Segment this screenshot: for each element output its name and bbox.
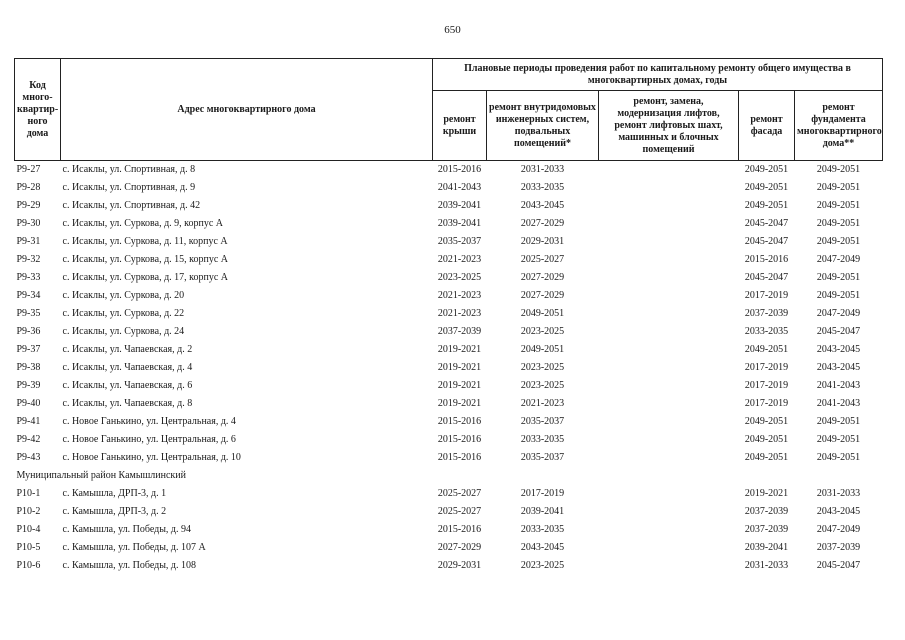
cell-engineering: 2039-2041 [520,506,565,517]
cell-foundation: 2047-2049 [816,254,861,265]
table-row [15,341,883,359]
cell-foundation: 2031-2033 [816,488,861,499]
cell-code: Р9-31 [16,236,41,247]
section-row [15,467,883,485]
cell-roof: 2015-2016 [437,524,482,535]
cell-address: с. Исаклы, ул. Спортивная, д. 9 [62,182,196,193]
cell-engineering: 2049-2051 [520,344,565,355]
cell-facade: 2045-2047 [744,218,789,229]
cell-code: Р9-27 [16,164,41,175]
cell-code: Р9-33 [16,272,41,283]
table-row [15,413,883,431]
cell-facade: 2049-2051 [744,164,789,175]
cell-foundation: 2049-2051 [816,182,861,193]
cell-roof: 2037-2039 [437,326,482,337]
cell-elevators [599,341,739,359]
cell-address: с. Исаклы, ул. Спортивная, д. 8 [62,164,196,175]
cell-address: с. Камышла, ДРП-3, д. 1 [62,488,167,499]
cell-elevators [599,287,739,305]
table-row [15,431,883,449]
cell-engineering: 2029-2031 [520,236,565,247]
cell-foundation: 2041-2043 [816,398,861,409]
cell-elevators [599,305,739,323]
cell-address: с. Новое Ганькино, ул. Центральная, д. 4 [62,416,236,427]
cell-code: Р9-30 [16,218,41,229]
table-row [15,359,883,377]
table-row [15,377,883,395]
cell-code: Р9-35 [16,308,41,319]
cell-foundation: 2045-2047 [816,560,861,571]
cell-foundation: 2037-2039 [816,542,861,553]
header-foundation: ремонт фундамента многоквартирного дома** [795,91,883,161]
table-row [15,305,883,323]
cell-roof: 2015-2016 [437,452,482,463]
cell-roof: 2025-2027 [437,506,482,517]
cell-elevators [599,449,739,467]
cell-engineering: 2027-2029 [520,272,565,283]
cell-roof: 2021-2023 [437,290,482,301]
cell-roof: 2039-2041 [437,218,482,229]
table-row [15,521,883,539]
table-row [15,539,883,557]
cell-foundation: 2049-2051 [816,164,861,175]
header-engineering: ремонт внутридомовых инженерных систем, подвальных помещений* [487,91,599,161]
cell-roof: 2023-2025 [437,272,482,283]
table-header [15,59,883,161]
cell-address: с. Новое Ганькино, ул. Центральная, д. 10 [62,452,241,463]
table-row [15,269,883,287]
cell-elevators [599,557,739,575]
cell-code: Р9-32 [16,254,41,265]
cell-foundation: 2049-2051 [816,416,861,427]
header-elevators: ремонт, замена, модернизация лифтов, ремонт лифтовых шахт, машинных и блочных помещений [599,91,739,161]
cell-foundation: 2043-2045 [816,362,861,373]
cell-engineering: 2035-2037 [520,416,565,427]
cell-roof: 2039-2041 [437,200,482,211]
cell-address: с. Исаклы, ул. Суркова, д. 9, корпус А [62,218,224,229]
cell-engineering: 2043-2045 [520,542,565,553]
cell-address: с. Новое Ганькино, ул. Центральная, д. 6 [62,434,236,445]
cell-engineering: 2027-2029 [520,290,565,301]
cell-engineering: 2033-2035 [520,434,565,445]
cell-foundation: 2043-2045 [816,344,861,355]
cell-address: с. Исаклы, ул. Суркова, д. 11, корпус А [62,236,228,247]
cell-foundation: 2043-2045 [816,506,861,517]
cell-facade: 2037-2039 [744,506,789,517]
cell-code: Р9-37 [16,344,41,355]
header-address: Адрес многоквартирного дома [61,59,433,161]
cell-elevators [599,485,739,503]
cell-code: Р9-43 [16,452,41,463]
cell-facade: 2049-2051 [744,200,789,211]
cell-code: Р9-28 [16,182,41,193]
cell-facade: 2015-2016 [744,254,789,265]
cell-facade: 2045-2047 [744,236,789,247]
section-title: Муниципальный район Камышлинский [16,470,186,481]
cell-engineering: 2033-2035 [520,182,565,193]
cell-roof: 2025-2027 [437,488,482,499]
cell-elevators [599,539,739,557]
header-periods-group: Плановые периоды проведения работ по капитальному ремонту общего имущества в многоквартирных домах, годы [433,59,883,91]
cell-address: с. Исаклы, ул. Чапаевская, д. 8 [62,398,193,409]
table-row [15,197,883,215]
cell-engineering: 2049-2051 [520,308,565,319]
cell-code: Р10-2 [16,506,41,517]
table-row [15,449,883,467]
cell-roof: 2035-2037 [437,236,482,247]
cell-foundation: 2047-2049 [816,524,861,535]
cell-facade: 2049-2051 [744,344,789,355]
cell-facade: 2037-2039 [744,308,789,319]
table-row [15,179,883,197]
cell-address: с. Камышла, ДРП-3, д. 2 [62,506,167,517]
page-number: 650 [444,24,461,36]
cell-elevators [599,179,739,197]
cell-engineering: 2023-2025 [520,326,565,337]
table-row [15,323,883,341]
cell-elevators [599,197,739,215]
cell-code: Р10-1 [16,488,41,499]
cell-roof: 2015-2016 [437,416,482,427]
cell-address: с. Исаклы, ул. Спортивная, д. 42 [62,200,201,211]
header-roof: ремонт крыши [433,91,487,161]
cell-address: с. Камышла, ул. Победы, д. 94 [62,524,192,535]
cell-address: с. Исаклы, ул. Чапаевская, д. 6 [62,380,193,391]
cell-code: Р9-38 [16,362,41,373]
cell-roof: 2021-2023 [437,308,482,319]
cell-address: с. Исаклы, ул. Чапаевская, д. 2 [62,344,193,355]
cell-engineering: 2033-2035 [520,524,565,535]
cell-facade: 2049-2051 [744,416,789,427]
cell-engineering: 2025-2027 [520,254,565,265]
cell-code: Р9-42 [16,434,41,445]
cell-engineering: 2035-2037 [520,452,565,463]
cell-facade: 2039-2041 [744,542,789,553]
cell-code: Р9-36 [16,326,41,337]
cell-engineering: 2021-2023 [520,398,565,409]
cell-engineering: 2043-2045 [520,200,565,211]
cell-code: Р9-29 [16,200,41,211]
cell-elevators [599,233,739,251]
cell-code: Р9-34 [16,290,41,301]
header-code: Код много-квартир-ного дома [15,59,61,161]
capital-repair-table [14,58,883,575]
cell-elevators [599,431,739,449]
cell-elevators [599,251,739,269]
cell-elevators [599,377,739,395]
cell-address: с. Исаклы, ул. Чапаевская, д. 4 [62,362,193,373]
cell-address: с. Камышла, ул. Победы, д. 108 [62,560,197,571]
cell-address: с. Исаклы, ул. Суркова, д. 17, корпус А [62,272,229,283]
table-row [15,485,883,503]
table-row [15,395,883,413]
cell-facade: 2049-2051 [744,452,789,463]
cell-roof: 2041-2043 [437,182,482,193]
cell-foundation: 2049-2051 [816,218,861,229]
cell-elevators [599,323,739,341]
table-row [15,215,883,233]
table-row [15,287,883,305]
cell-roof: 2021-2023 [437,254,482,265]
cell-address: с. Исаклы, ул. Суркова, д. 22 [62,308,185,319]
header-facade: ремонт фасада [739,91,795,161]
table-row [15,251,883,269]
cell-roof: 2019-2021 [437,398,482,409]
cell-roof: 2019-2021 [437,362,482,373]
cell-address: с. Исаклы, ул. Суркова, д. 20 [62,290,185,301]
cell-code: Р9-40 [16,398,41,409]
cell-roof: 2029-2031 [437,560,482,571]
cell-roof: 2019-2021 [437,380,482,391]
cell-foundation: 2049-2051 [816,272,861,283]
cell-foundation: 2049-2051 [816,236,861,247]
table-body [15,161,883,576]
table-row [15,503,883,521]
cell-facade: 2019-2021 [744,488,789,499]
cell-code: Р10-4 [16,524,41,535]
table-row [15,557,883,575]
cell-address: с. Исаклы, ул. Суркова, д. 15, корпус А [62,254,229,265]
cell-address: с. Исаклы, ул. Суркова, д. 24 [62,326,185,337]
cell-facade: 2017-2019 [744,290,789,301]
cell-foundation: 2047-2049 [816,308,861,319]
cell-roof: 2027-2029 [437,542,482,553]
cell-facade: 2033-2035 [744,326,789,337]
cell-elevators [599,503,739,521]
cell-elevators [599,215,739,233]
cell-engineering: 2031-2033 [520,164,565,175]
table-row [15,161,883,180]
cell-elevators [599,359,739,377]
cell-elevators [599,395,739,413]
cell-address: с. Камышла, ул. Победы, д. 107 А [62,542,206,553]
table-row [15,233,883,251]
cell-engineering: 2023-2025 [520,380,565,391]
cell-facade: 2049-2051 [744,434,789,445]
cell-facade: 2049-2051 [744,182,789,193]
cell-facade: 2031-2033 [744,560,789,571]
cell-foundation: 2049-2051 [816,290,861,301]
cell-code: Р9-41 [16,416,41,427]
cell-foundation: 2049-2051 [816,200,861,211]
cell-code: Р9-39 [16,380,41,391]
cell-foundation: 2049-2051 [816,434,861,445]
cell-engineering: 2027-2029 [520,218,565,229]
cell-foundation: 2041-2043 [816,380,861,391]
cell-foundation: 2045-2047 [816,326,861,337]
cell-code: Р10-6 [16,560,41,571]
cell-elevators [599,269,739,287]
cell-elevators [599,413,739,431]
cell-foundation: 2049-2051 [816,452,861,463]
cell-elevators [599,161,739,180]
cell-facade: 2017-2019 [744,398,789,409]
cell-engineering: 2017-2019 [520,488,565,499]
cell-roof: 2015-2016 [437,434,482,445]
cell-roof: 2019-2021 [437,344,482,355]
cell-elevators [599,521,739,539]
cell-engineering: 2023-2025 [520,560,565,571]
cell-roof: 2015-2016 [437,164,482,175]
cell-engineering: 2023-2025 [520,362,565,373]
cell-facade: 2017-2019 [744,362,789,373]
cell-facade: 2037-2039 [744,524,789,535]
cell-code: Р10-5 [16,542,41,553]
cell-facade: 2045-2047 [744,272,789,283]
cell-facade: 2017-2019 [744,380,789,391]
